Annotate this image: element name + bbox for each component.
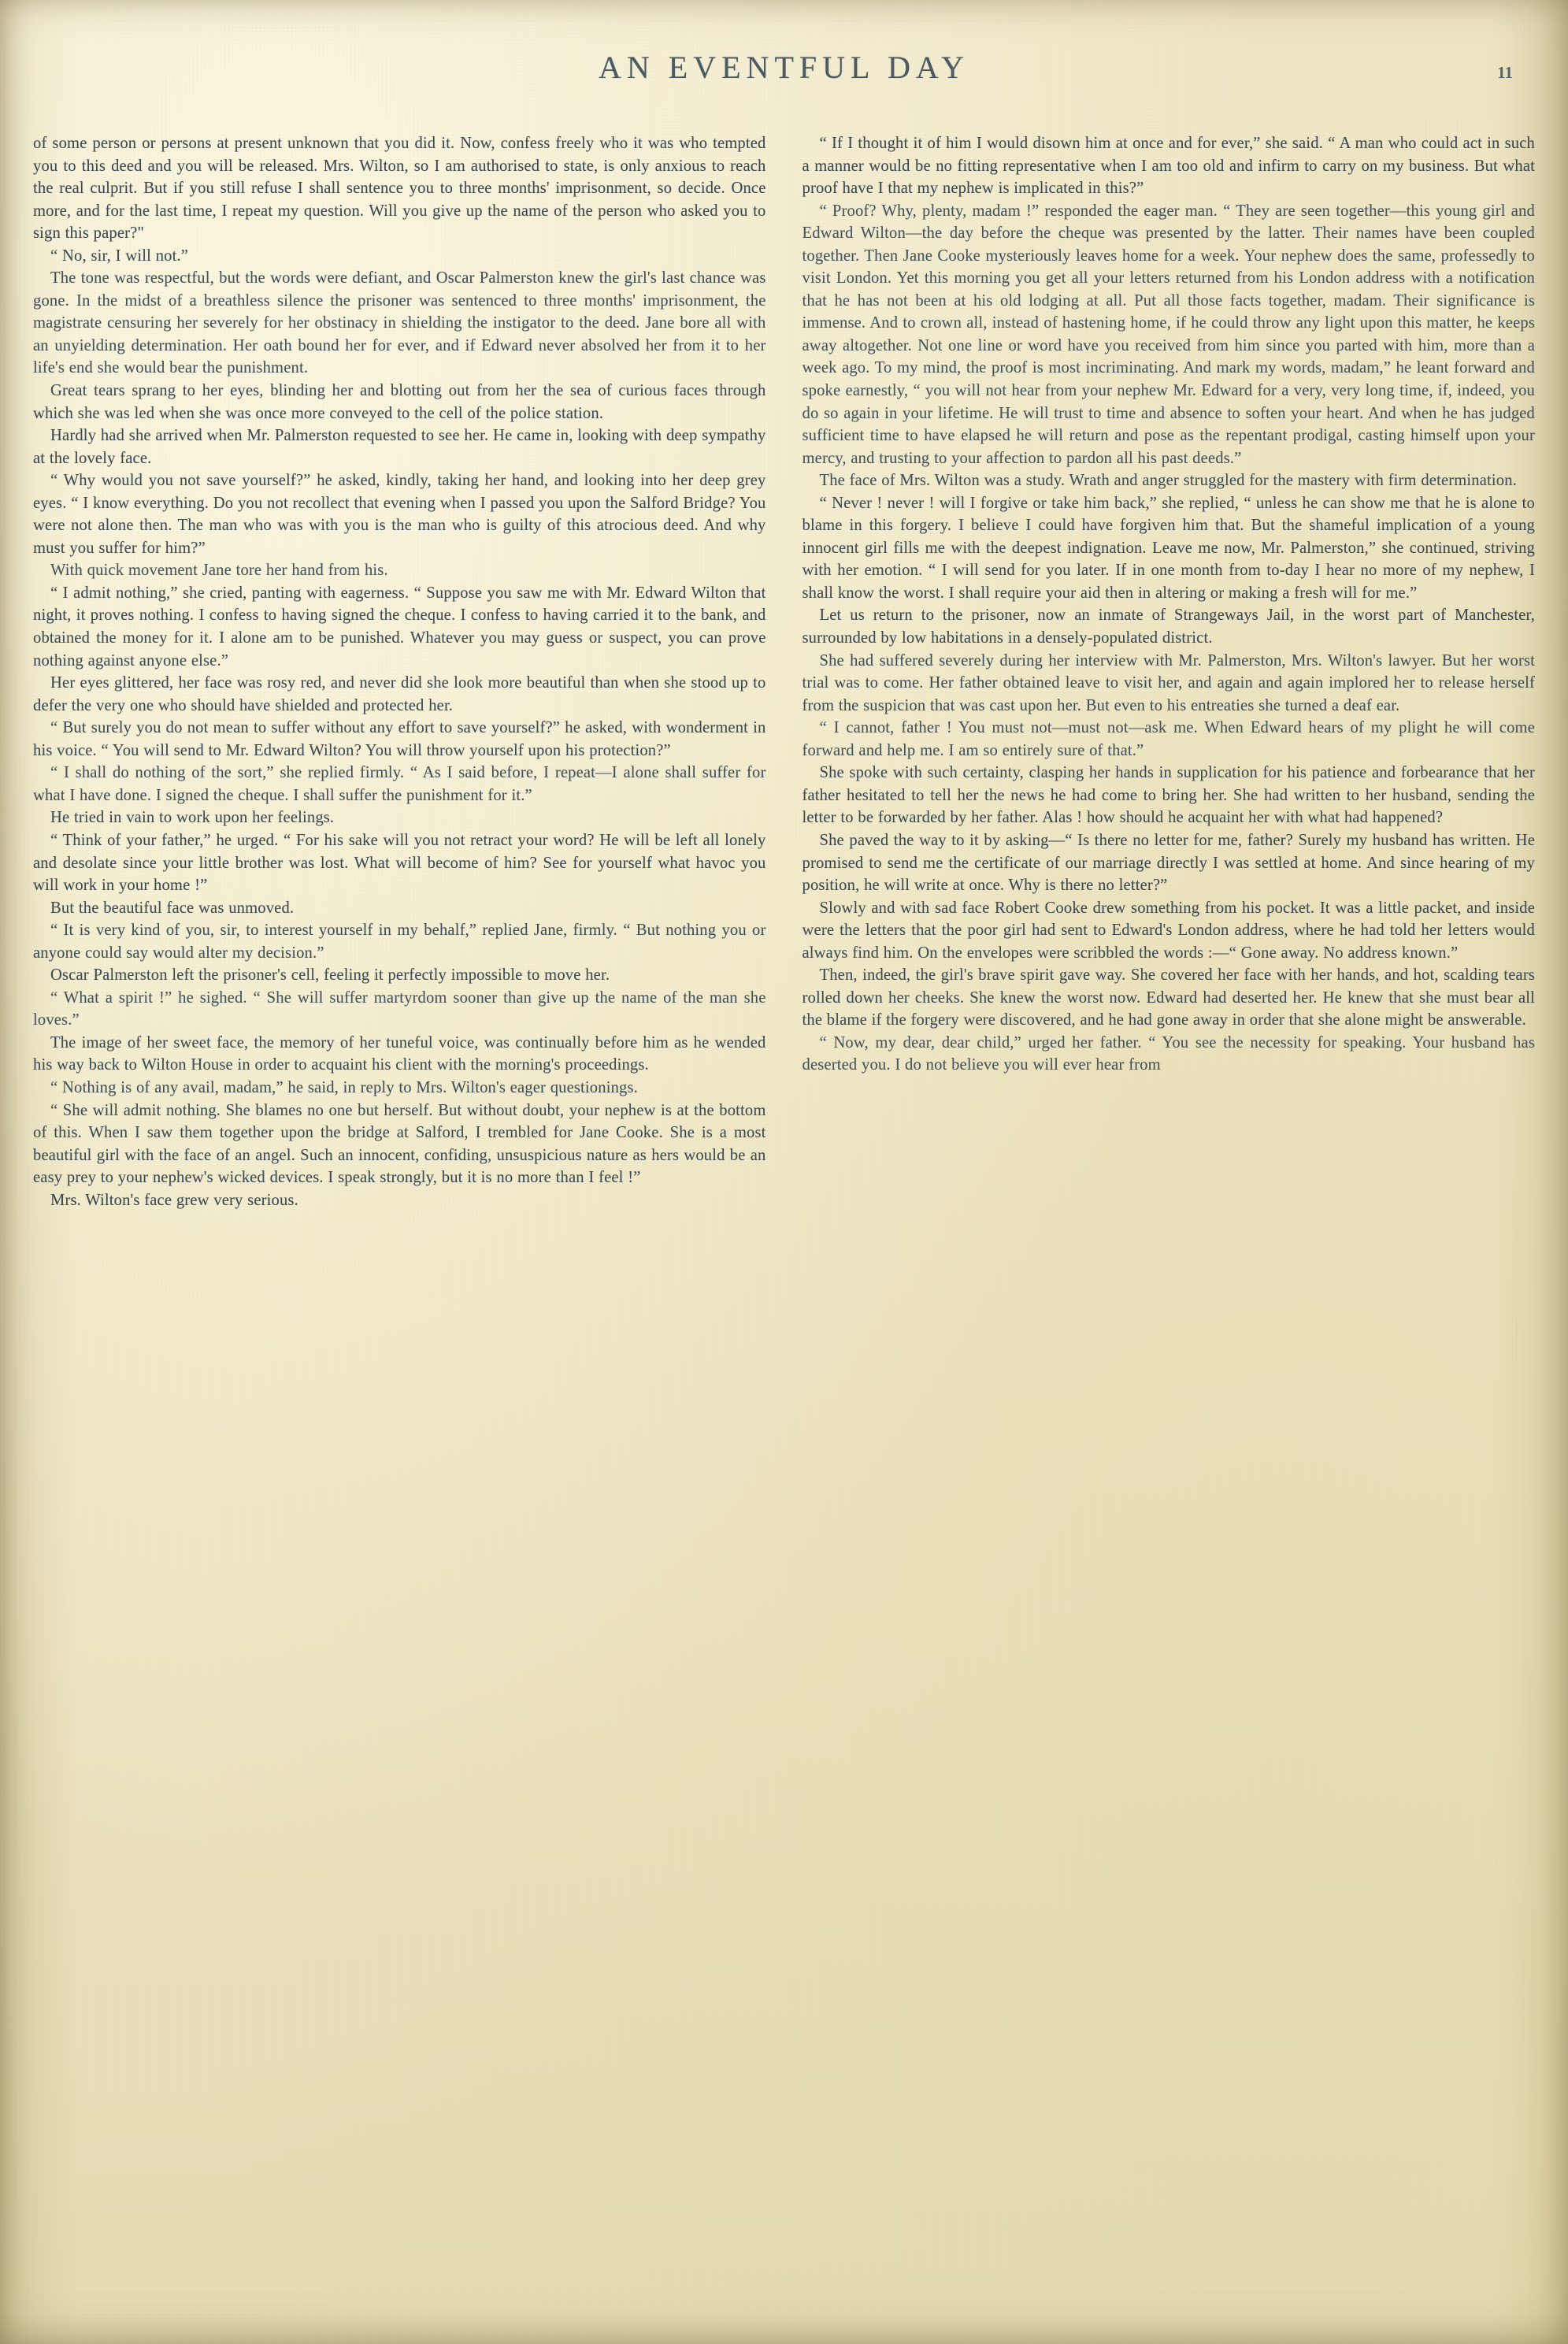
paragraph: She paved the way to it by asking—“ Is there no letter for me, father? Surely my husband has written. He promised to send me the certificate of our marriage directly I was settled at home. And since hearing of my position, he will write at once. Why is there no letter?” xyxy=(802,831,1535,895)
paragraph: “ Think of your father,” he urged. “ For his sake will you not retract your word? He will be left all lonely and desolate since your little brother was lost. What will become of him? See for yourself what havoc you will work in your home !” xyxy=(33,831,766,895)
paragraph: With quick movement Jane tore her hand from his. xyxy=(50,562,388,580)
paragraph: Let us return to the prisoner, now an inmate of Strangeways Jail, in the worst part of Manchester, surrounded by low habitations in a densely-populated district. xyxy=(802,606,1535,647)
paragraph: “ I admit nothing,” she cried, panting with eagerness. “ Suppose you saw me with Mr. Edward Wilton that night, it proves nothing. I confess to having signed the cheque. I confess to having carried it to the bank, and obtained the money for it. I alone am to be punished. Whatever you may guess or suspect, you can prove nothing against anyone else.” xyxy=(33,584,766,669)
paragraph: “ What a spirit !” he sighed. “ She will suffer martyrdom sooner than give up the name of the man she loves.” xyxy=(33,988,766,1029)
paragraph: “ But surely you do not mean to suffer without any effort to save yourself?” he asked, with wonderment in his voice. “ You will send to Mr. Edward Wilton? You will throw yourself upon his protection?” xyxy=(33,719,766,759)
paragraph: “ No, sir, I will not.” xyxy=(50,247,189,265)
column-right xyxy=(803,132,1536,2330)
page-number: 11 xyxy=(1497,63,1513,82)
paragraph: But the beautiful face was unmoved. xyxy=(50,899,295,917)
paragraph: He tried in vain to work upon her feelings. xyxy=(50,809,335,827)
paragraph: Then, indeed, the girl's brave spirit gave way. She covered her face with her hands, and hot, scalding tears rolled down her cheeks. She knew the worst now. Edward had deserted her. He knew that she must bear all the blame if the forgery were discovered, and he had gone away in order that she alone might be answerable. xyxy=(802,966,1535,1029)
paragraph: Hardly had she arrived when Mr. Palmerston requested to see her. He came in, looking with deep sympathy at the lovely face. xyxy=(33,427,766,467)
paragraph: “ Now, my dear, dear child,” urged her father. “ You see the necessity for speaking. Your husband has deserted you. I do not believe you will ever hear from xyxy=(802,1033,1535,1074)
paragraph: The face of Mrs. Wilton was a study. Wrath and anger struggled for the mastery with firm determination. xyxy=(819,472,1517,490)
page-title: AN EVENTFUL DAY xyxy=(599,50,969,85)
paragraph: “ Proof? Why, plenty, madam !” responded the eager man. “ They are seen together—this young girl and Edward Wilton—the day before the cheque was presented by the latter. Their names have been coupled together. Then Jane Cooke mysteriously leaves home for a week. Your nephew does the same, professedly to visit London. Yet this morning you get all your letters returned from his London address with a notification that he has not been at his old lodging at all. Put all those facts together, madam. Their significance is immense. And to crown all, instead of hastening home, if he could throw any light upon this matter, he keeps away altogether. Not one line or word have you received from him since you parted with him, more than a week ago. To my mind, the proof is most incriminating. And mark my words, madam,” he leant forward and spoke earnestly, “ you will not hear from your nephew Mr. Edward for a very, very long time, if, indeed, you do so again in your lifetime. He will trust to time and absence to soften your heart. And when he has judged sufficient time to have elapsed he will return and pose as the repentant prodigal, casting himself upon your mercy, and trusting to your affection to pardon all his past deeds.” xyxy=(802,202,1535,467)
paragraph: “ Why would you not save yourself?” he asked, kindly, taking her hand, and looking into her deep grey eyes. “ I know everything. Do you not recollect that evening when I passed you upon the Salford Bridge? You were not alone then. The man who was with you is the man who is guilty of this atrocious deed. And why must you suffer for him?” xyxy=(33,472,766,557)
paragraph: Slowly and with sad face Robert Cooke drew something from his pocket. It was a little packet, and inside were the letters that the poor girl had sent to Edward's London address, where he had told her letters would always find him. On the envelopes were scribbled the words :—“ Gone away. No address known.” xyxy=(802,899,1535,962)
paragraph: The image of her sweet face, the memory of her tuneful voice, was continually before him as he wended his way back to Wilton House in order to acquaint his client with the morning's proceedings. xyxy=(33,1033,766,1074)
paragraph: Mrs. Wilton's face grew very serious. xyxy=(50,1191,298,1209)
paragraph: “ Nothing is of any avail, madam,” he said, in reply to Mrs. Wilton's eager questionings. xyxy=(50,1078,638,1096)
article-body xyxy=(33,132,1535,2330)
paragraph: “ I shall do nothing of the sort,” she replied firmly. “ As I said before, I repeat—I alone shall suffer for what I have done. I signed the cheque. I shall suffer the punishment for it.” xyxy=(33,764,766,804)
paragraph: Great tears sprang to her eyes, blinding her and blotting out from her the sea of curious faces through which she was led when she was once more conveyed to the cell of the police station. xyxy=(33,382,766,422)
paragraph: Her eyes glittered, her face was rosy red, and never did she look more beautiful than when she stood up to defer the very one who should have shielded and protected her. xyxy=(33,674,766,714)
page-header xyxy=(0,49,1568,90)
paragraph: The tone was respectful, but the words were defiant, and Oscar Palmerston knew the girl's last chance was gone. In the midst of a breathless silence the prisoner was sentenced to three months' imprisonment, the magistrate censuring her severely for her obstinacy in shielding the instigator to the deed. Jane bore all with an unyielding determination. Her oath bound her for ever, and if Edward never absolved her from it to her life's end she would bear the punishment. xyxy=(33,269,766,377)
paragraph: of some person or persons at present unknown that you did it. Now, confess freely who it was who tempted you to this deed and you will be released. Mrs. Wilton, so I am authorised to state, is only anxious to reach the real culprit. But if you still refuse I shall sentence you to three months' imprisonment, so decide. Once more, and for the last time, I repeat my question. Will you give up the name of the person who asked you to sign this paper?" xyxy=(33,135,766,243)
column-left xyxy=(33,132,766,2330)
paragraph: She spoke with such certainty, clasping her hands in supplication for his patience and forbearance that her father hesitated to tell her the news he had come to bring her. She had written to her husband, sending the letter to be forwarded by her father. Alas ! how should he acquaint her with what had happened? xyxy=(802,764,1535,827)
paragraph: “ She will admit nothing. She blames no one but herself. But without doubt, your nephew is at the bottom of this. When I saw them together upon the bridge at Salford, I trembled for Jane Cooke. She is a most beautiful girl with the face of an angel. Such an innocent, confiding, unsuspicious nature as hers would be an easy prey to your nephew's wicked devices. I speak strongly, but it is no more than I feel !” xyxy=(33,1101,766,1187)
paragraph: Oscar Palmerston left the prisoner's cell, feeling it perfectly impossible to move her. xyxy=(50,966,610,985)
paragraph: “ I cannot, father ! You must not—must not—ask me. When Edward hears of my plight he will come forward and help me. I am so entirely sure of that.” xyxy=(802,719,1535,759)
paragraph: “ Never ! never ! will I forgive or take him back,” she replied, “ unless he can show me that he is alone to blame in this forgery. I believe I could have forgiven him that. But the shameful implication of a young innocent girl fills me with the deepest indignation. Leave me now, Mr. Palmerston,” she continued, striving with her emotion. “ I will send for you later. If in one month from to-day I hear no more of my nephew, I shall know the worst. I shall require your aid then in altering or making a fresh will for me.” xyxy=(802,494,1535,602)
paragraph: “ It is very kind of you, sir, to interest yourself in my behalf,” replied Jane, firmly. “ But nothing you or anyone could say would alter my decision.” xyxy=(33,922,766,962)
paragraph: “ If I thought it of him I would disown him at once and for ever,” she said. “ A man who could act in such a manner would be no fitting representative when I am too old and infirm to carry on my business. But what proof have I that my nephew is implicated in this?” xyxy=(802,135,1535,198)
paragraph: She had suffered severely during her interview with Mr. Palmerston, Mrs. Wilton's lawyer. But her worst trial was to come. Her father obtained leave to visit her, and again and again implored her to release herself from the suspicion that was cast upon her. But even to his entreaties she turned a deaf ear. xyxy=(802,651,1535,714)
